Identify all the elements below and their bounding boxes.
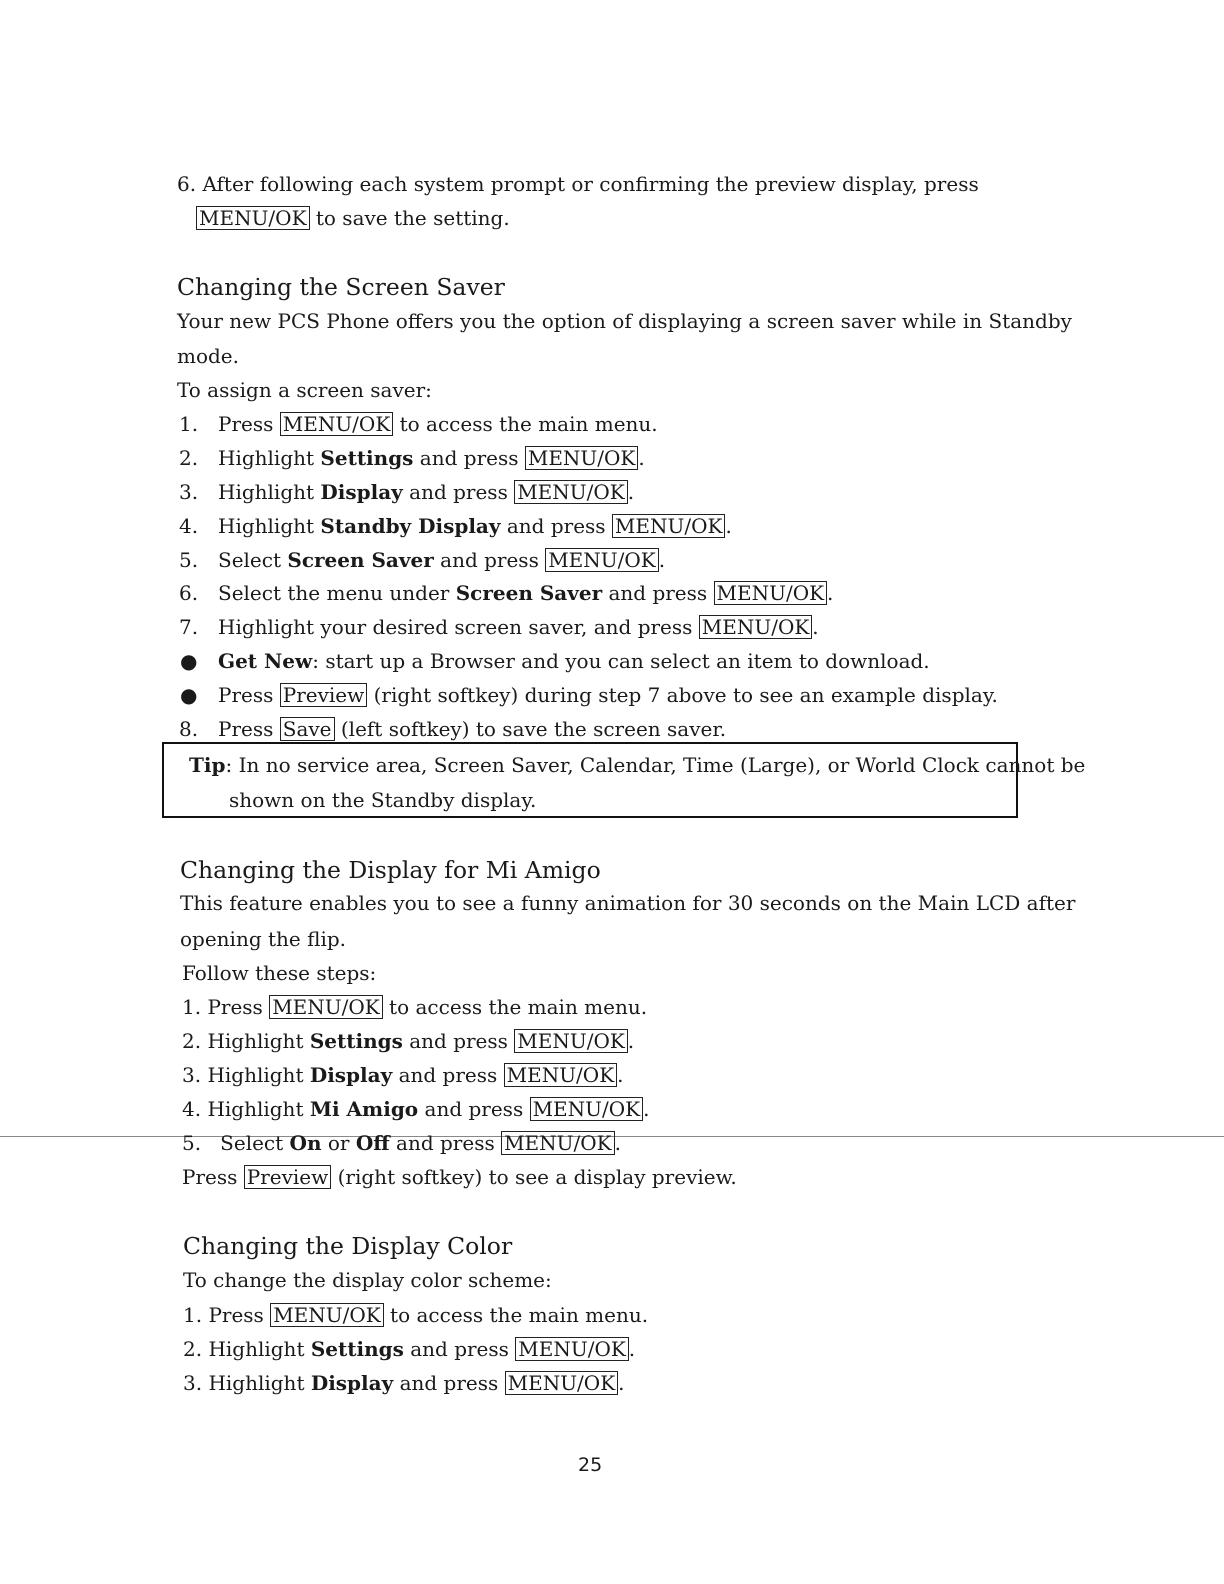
key-label: MENU/OK	[504, 1063, 618, 1087]
key-label: MENU/OK	[514, 1029, 628, 1053]
paragraph: To change the display color scheme:	[183, 1268, 552, 1292]
step-text: 2. Highlight Settings and press MENU/OK .	[183, 1337, 636, 1361]
key-label: MENU/OK	[196, 206, 310, 230]
step-number: 2.	[179, 446, 199, 470]
step-text: Press Save (left softkey) to save the screen saver.	[218, 717, 727, 741]
step-text: 4. Highlight Mi Amigo and press MENU/OK .	[182, 1097, 650, 1121]
bullet-icon: ●	[180, 649, 198, 673]
key-label: MENU/OK	[515, 1337, 629, 1361]
paragraph: mode.	[177, 344, 240, 368]
paragraph: opening the flip.	[180, 927, 347, 951]
step-number: 1.	[179, 412, 199, 436]
step-text: Highlight Settings and press MENU/OK .	[218, 446, 645, 470]
key-label: MENU/OK	[714, 581, 828, 605]
bullet-text: Get New: start up a Browser and you can select an item to download.	[218, 649, 930, 673]
bold-term: Settings	[309, 1029, 403, 1053]
key-label: MENU/OK	[514, 480, 628, 504]
tip-line-2: shown on the Standby display.	[229, 788, 537, 812]
step-text: 1. Press MENU/OK to access the main menu.	[183, 1303, 649, 1327]
key-label: MENU/OK	[505, 1371, 619, 1395]
bold-term: Mi Amigo	[309, 1097, 419, 1121]
key-label: MENU/OK	[501, 1131, 615, 1155]
bold-term: Off	[355, 1131, 390, 1155]
bold-term: Standby Display	[320, 514, 501, 538]
step-text: Highlight your desired screen saver, and press MENU/OK .	[218, 615, 819, 639]
key-label: MENU/OK	[530, 1097, 644, 1121]
step-text: Highlight Display and press MENU/OK .	[218, 480, 635, 504]
tip-label: Tip	[189, 753, 226, 777]
step-item	[179, 513, 198, 539]
step-item	[179, 479, 198, 505]
bold-term: Settings	[310, 1337, 404, 1361]
intro-line-2	[196, 205, 510, 231]
paragraph: This feature enables you to see a funny animation for 30 seconds on the Main LCD after	[180, 891, 1076, 915]
bold-term: Get New	[218, 649, 313, 673]
step-text: Highlight Standby Display and press MENU/OK .	[218, 514, 732, 538]
step-item	[179, 614, 198, 640]
key-label: MENU/OK	[545, 548, 659, 572]
key-label: MENU/OK	[525, 446, 639, 470]
key-label: MENU/OK	[269, 995, 383, 1019]
step-item	[179, 580, 198, 606]
step-number: 6.	[179, 581, 199, 605]
bold-term: Settings	[320, 446, 414, 470]
key-label: MENU/OK	[280, 412, 394, 436]
intro-text: 6. After following each system prompt or confirming the preview display, press	[177, 172, 979, 196]
bold-term: Display	[310, 1371, 394, 1395]
step-text: 3. Highlight Display and press MENU/OK .	[183, 1371, 625, 1395]
intro-text-after: to save the setting.	[309, 206, 510, 230]
bold-term: Screen Saver	[287, 548, 434, 572]
bold-term: Display	[309, 1063, 393, 1087]
key-label: MENU/OK	[612, 514, 726, 538]
key-label: Save	[280, 717, 335, 741]
step-item	[179, 716, 198, 742]
key-label: MENU/OK	[270, 1303, 384, 1327]
step-number: 8.	[179, 717, 199, 741]
step-text: Select Screen Saver and press MENU/OK .	[218, 548, 666, 572]
section-heading-mi-amigo: Changing the Display for Mi Amigo	[180, 856, 601, 884]
paragraph: Your new PCS Phone offers you the option of displaying a screen saver while in Standby	[177, 309, 1072, 333]
step-text: 1. Press MENU/OK to access the main menu.	[182, 995, 648, 1019]
step-item	[179, 547, 198, 573]
page-number: 25	[578, 1454, 603, 1476]
step-text: Select the menu under Screen Saver and press MENU/OK .	[218, 581, 834, 605]
bold-term: On	[289, 1131, 322, 1155]
intro-line	[177, 171, 979, 197]
preview-line: Press Preview (right softkey) to see a display preview.	[182, 1165, 737, 1189]
section-heading-display-color: Changing the Display Color	[183, 1232, 513, 1260]
step-text: 3. Highlight Display and press MENU/OK .	[182, 1063, 624, 1087]
key-label: Preview	[280, 683, 368, 707]
tip-line: Tip: In no service area, Screen Saver, Calendar, Time (Large), or World Clock cannot be	[189, 753, 1086, 777]
step-number: 5.	[179, 548, 199, 572]
bold-term: Display	[320, 480, 403, 504]
bold-term: Screen Saver	[455, 581, 603, 605]
step-text: Press MENU/OK to access the main menu.	[218, 412, 658, 436]
bullet-icon: ●	[180, 683, 198, 707]
bullet-text: Press Preview (right softkey) during step 7 above to see an example display.	[218, 683, 998, 707]
paragraph: Follow these steps:	[182, 961, 377, 985]
step-text: 5. Select On or Off and press MENU/OK .	[182, 1131, 621, 1155]
step-item	[179, 445, 198, 471]
key-label: Preview	[244, 1165, 332, 1189]
section-heading-screen-saver: Changing the Screen Saver	[177, 273, 505, 301]
step-number: 3.	[179, 480, 199, 504]
step-number: 4.	[179, 514, 199, 538]
paragraph: To assign a screen saver:	[177, 378, 432, 402]
key-label: MENU/OK	[699, 615, 813, 639]
step-number: 7.	[179, 615, 199, 639]
step-text: 2. Highlight Settings and press MENU/OK .	[182, 1029, 635, 1053]
step-item	[179, 411, 198, 437]
